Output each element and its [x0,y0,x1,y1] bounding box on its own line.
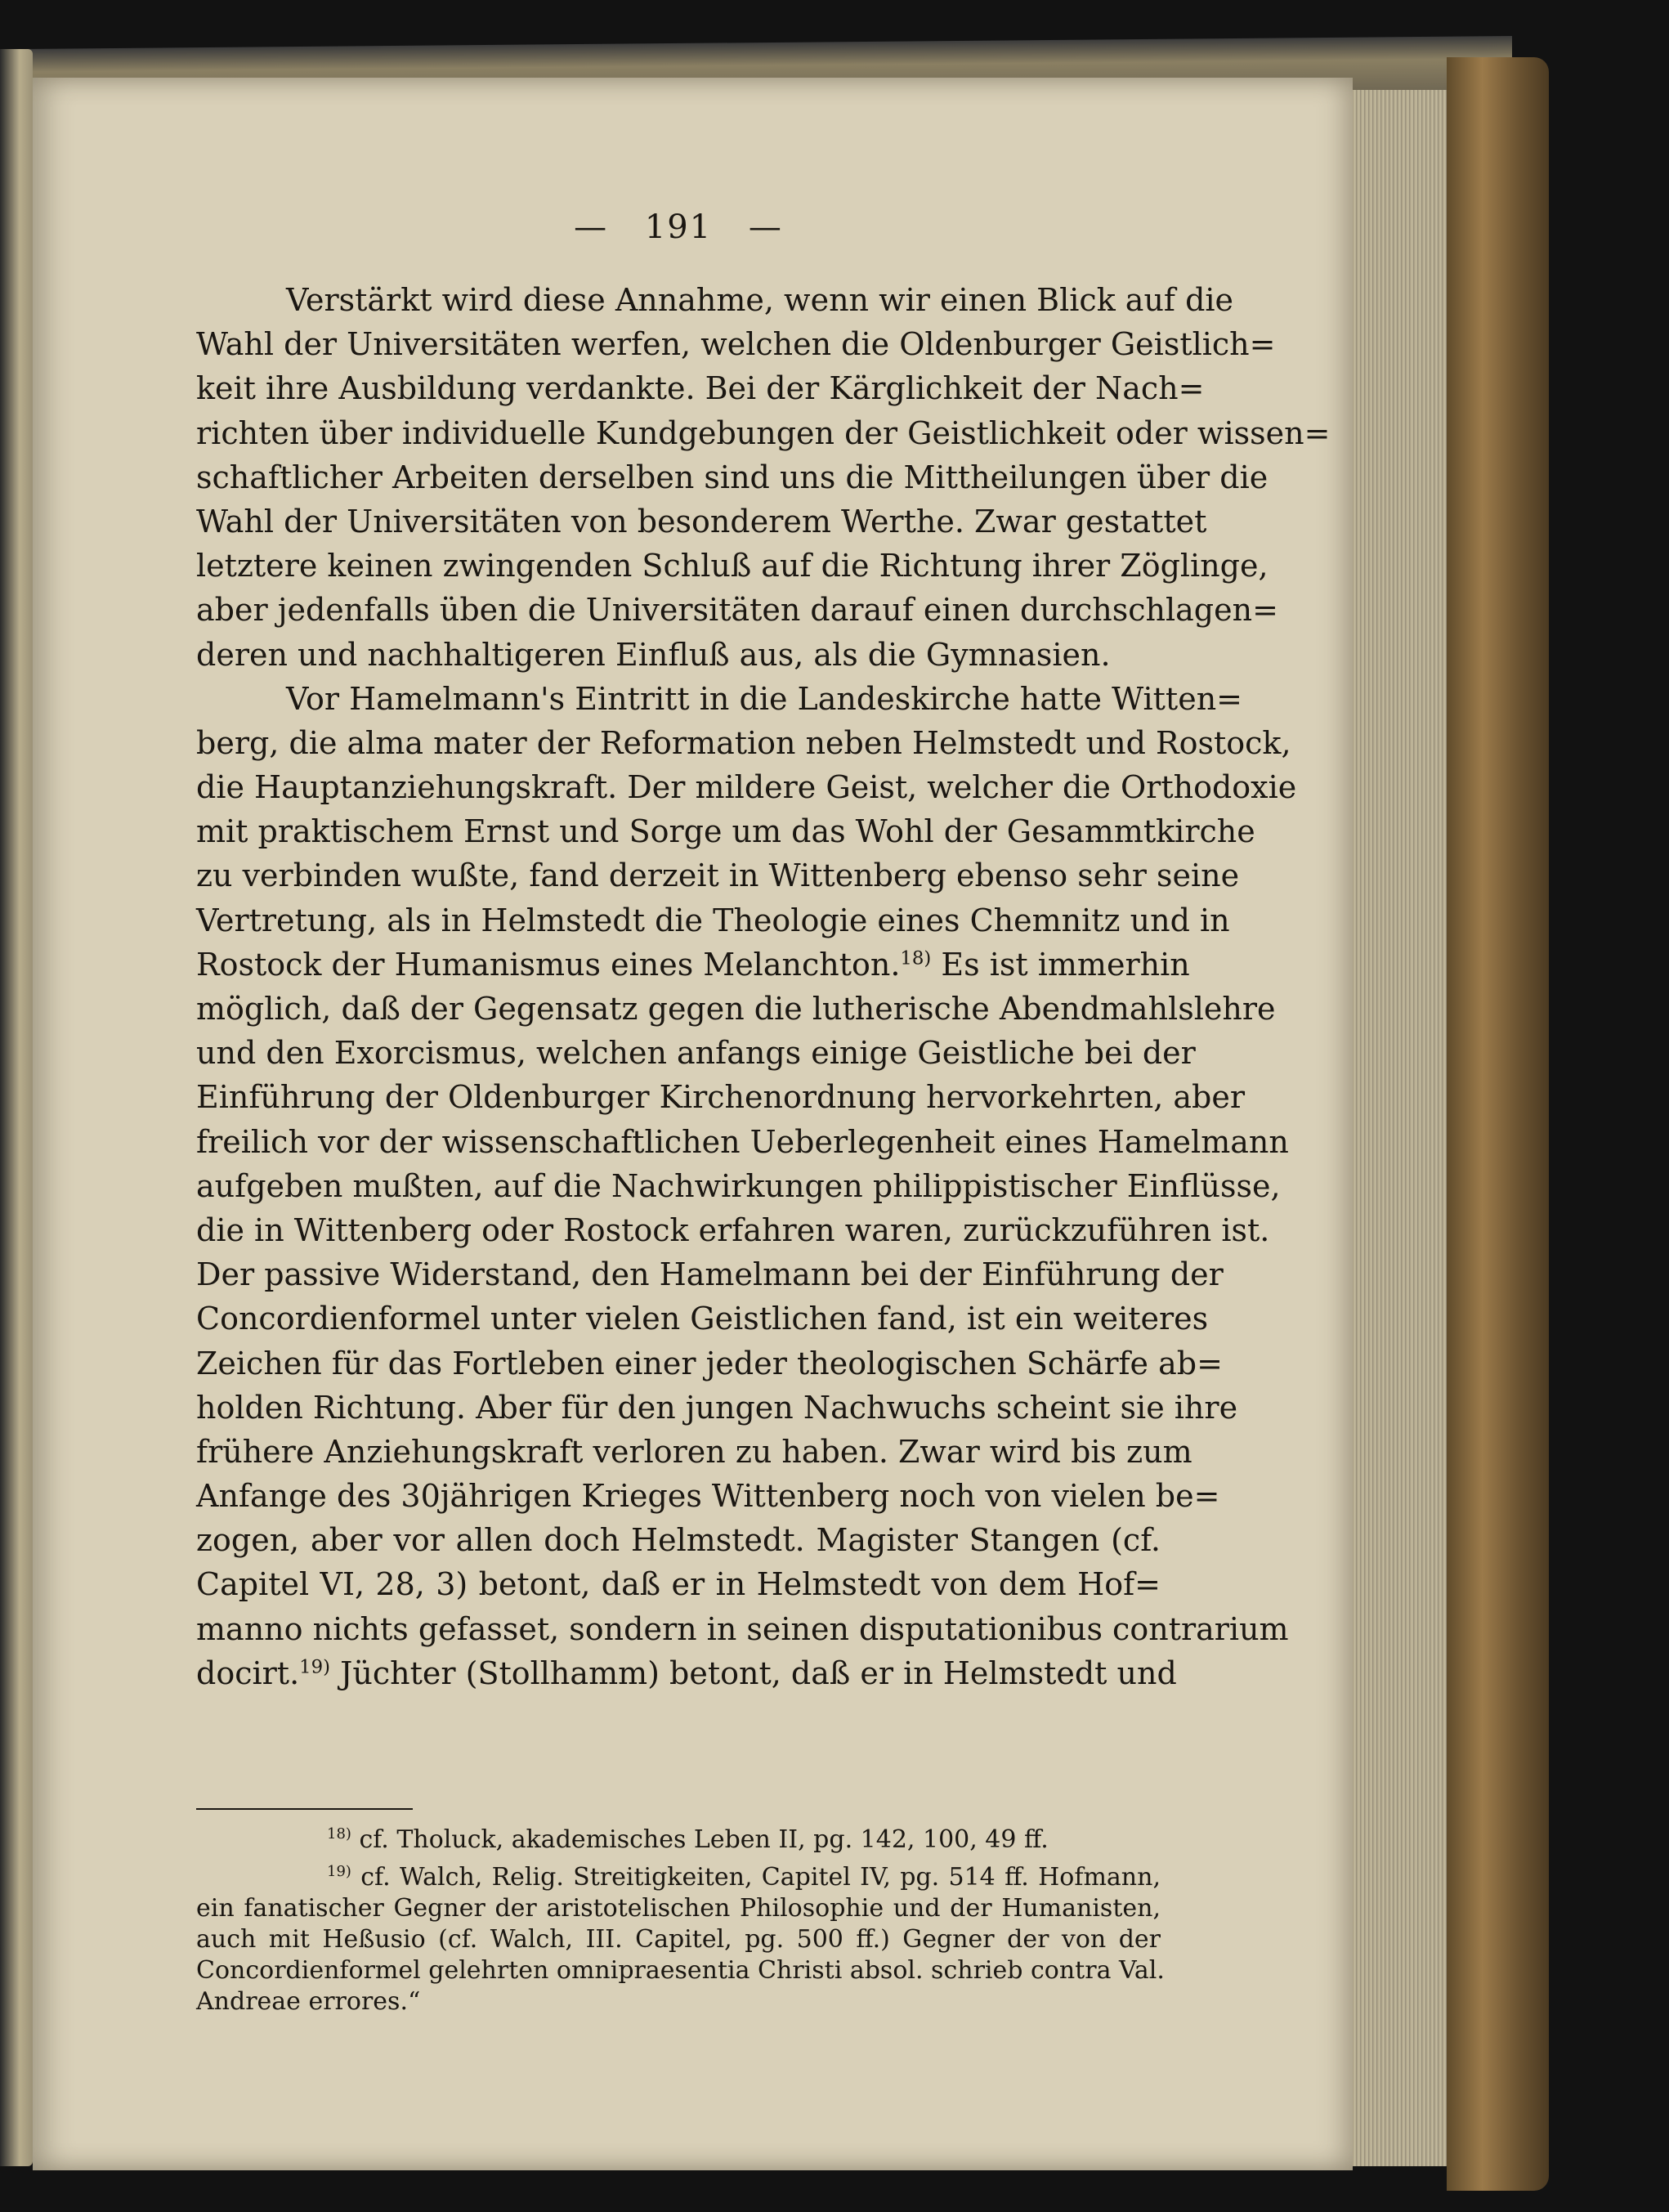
footnote-18 [196,1825,1161,1856]
text-line: Wahl der Universitäten werfen, welchen die Oldenburger Geistlich= [196,326,1276,363]
text-line: schaftlicher Arbeiten derselben sind uns die Mittheilungen über die [196,459,1269,495]
text-line: die in Wittenberg oder Rostock erfahren waren, zurückzuführen ist. [196,1211,1270,1248]
text-line: Wahl der Universitäten von besonderem Werthe. Zwar gestattet [196,503,1207,540]
page-header [196,208,1161,246]
footnote-text: cf. Walch, Relig. Streitigkeiten, Capitel IV, pg. 514 ff. Hofmann, [351,1863,1161,1892]
footnote-divider [196,1808,413,1810]
text-segment: Rostock der Humanismus eines Melanchton. [196,946,901,983]
text-line: zogen, aber vor allen doch Helmstedt. Magister Stangen (cf. [196,1522,1161,1559]
text-segment: Es ist immerhin [931,946,1190,983]
footnote-19-line: ein fanatischer Gegner der aristotelischen Philosophie und der Humanisten, [196,1894,1161,1923]
text-line: Anfange des 30jährigen Krieges Wittenberg noch von vielen be= [196,1478,1220,1515]
footnotes [196,1825,1165,2017]
text-line: die Hauptanziehungskraft. Der mildere Geist, welcher die Orthodoxie [196,769,1297,806]
text-line: richten über individuelle Kundgebungen der Geistlichkeit oder wissen= [196,414,1331,451]
header-dash-left: — [574,208,609,246]
text-line: Vor Hamelmann's Eintritt in die Landeskirche hatte Witten= [286,680,1243,717]
text-line: mit praktischem Ernst und Sorge um das Wohl der Gesammtkirche [196,813,1255,850]
footnote-19-line: Andreae errores.“ [196,1987,421,2016]
text-line-with-footnote [196,1651,1177,1695]
text-line: Der passive Widerstand, den Hamelmann bei der Einführung der [196,1256,1224,1293]
footnote-marker: 18) [327,1825,351,1843]
text-line: keit ihre Ausbildung verdankte. Bei der Kärglichkeit der Nach= [196,370,1205,407]
footnote-reference-18[interactable]: 18) [900,947,932,969]
page-number: 191 [644,208,713,246]
text-line: zu verbinden wußte, fand derzeit in Wittenberg ebenso sehr seine [196,857,1240,894]
text-line: Capitel VI, 28, 3) betont, daß er in Helmstedt von dem Hof= [196,1566,1161,1603]
body-text [196,278,1331,1695]
footnote-19-line: Concordienformel gelehrten omnipraesentia Christi absol. schrieb contra Val. [196,1956,1165,1985]
text-line: Einführung der Oldenburger Kirchenordnung hervorkehrten, aber [196,1079,1246,1116]
text-line: Concordienformel unter vielen Geistlichen fand, ist ein weiteres [196,1301,1209,1337]
text-line-with-footnote [196,943,1190,987]
left-page-edge [0,49,33,2166]
text-line: holden Richtung. Aber für den jungen Nachwuchs scheint sie ihre [196,1389,1238,1426]
text-line: letztere keinen zwingenden Schluß auf die Richtung ihrer Zöglinge, [196,548,1269,584]
text-line: und den Exorcismus, welchen anfangs einige Geistliche bei der [196,1035,1196,1072]
text-line: frühere Anziehungskraft verloren zu haben. Zwar wird bis zum [196,1433,1192,1470]
text-line: deren und nachhaltigeren Einfluß aus, als die Gymnasien. [196,636,1111,673]
text-segment: docirt. [196,1655,300,1691]
book-page [33,78,1353,2170]
text-line: manno nichts gefasset, sondern in seinen disputationibus contrarium [196,1610,1289,1647]
footnote-text: cf. Tholuck, akademisches Leben II, pg. 142, 100, 49 ff. [351,1825,1049,1854]
text-line: aber jedenfalls üben die Universitäten darauf einen durchschlagen= [196,592,1278,629]
text-line: aufgeben mußten, auf die Nachwirkungen philippistischer Einflüsse, [196,1167,1281,1204]
footnote-19-line [196,1862,1161,1893]
footnote-19-line: auch mit Heßusio (cf. Walch, III. Capitel, pg. 500 ff.) Gegner der von der [196,1925,1161,1954]
text-line: Verstärkt wird diese Annahme, wenn wir einen Blick auf die [286,282,1234,318]
header-dash-right: — [748,208,783,246]
book-cover-edge [1447,57,1549,2191]
text-segment: Jüchter (Stollhamm) betont, daß er in Helmstedt und [340,1655,1177,1691]
text-line: freilich vor der wissenschaftlichen Ueberlegenheit eines Hamelmann [196,1123,1289,1160]
page-stack-edge [1353,90,1447,2166]
text-line: Vertretung, als in Helmstedt die Theologie eines Chemnitz und in [196,902,1230,938]
text-line: möglich, daß der Gegensatz gegen die lutherische Abendmahlslehre [196,991,1276,1027]
footnote-reference-19[interactable]: 19) [299,1656,331,1678]
footnote-marker: 19) [327,1863,351,1880]
text-line: Zeichen für das Fortleben einer jeder theologischen Schärfe ab= [196,1345,1223,1381]
text-line: berg, die alma mater der Reformation neben Helmstedt und Rostock, [196,724,1291,761]
